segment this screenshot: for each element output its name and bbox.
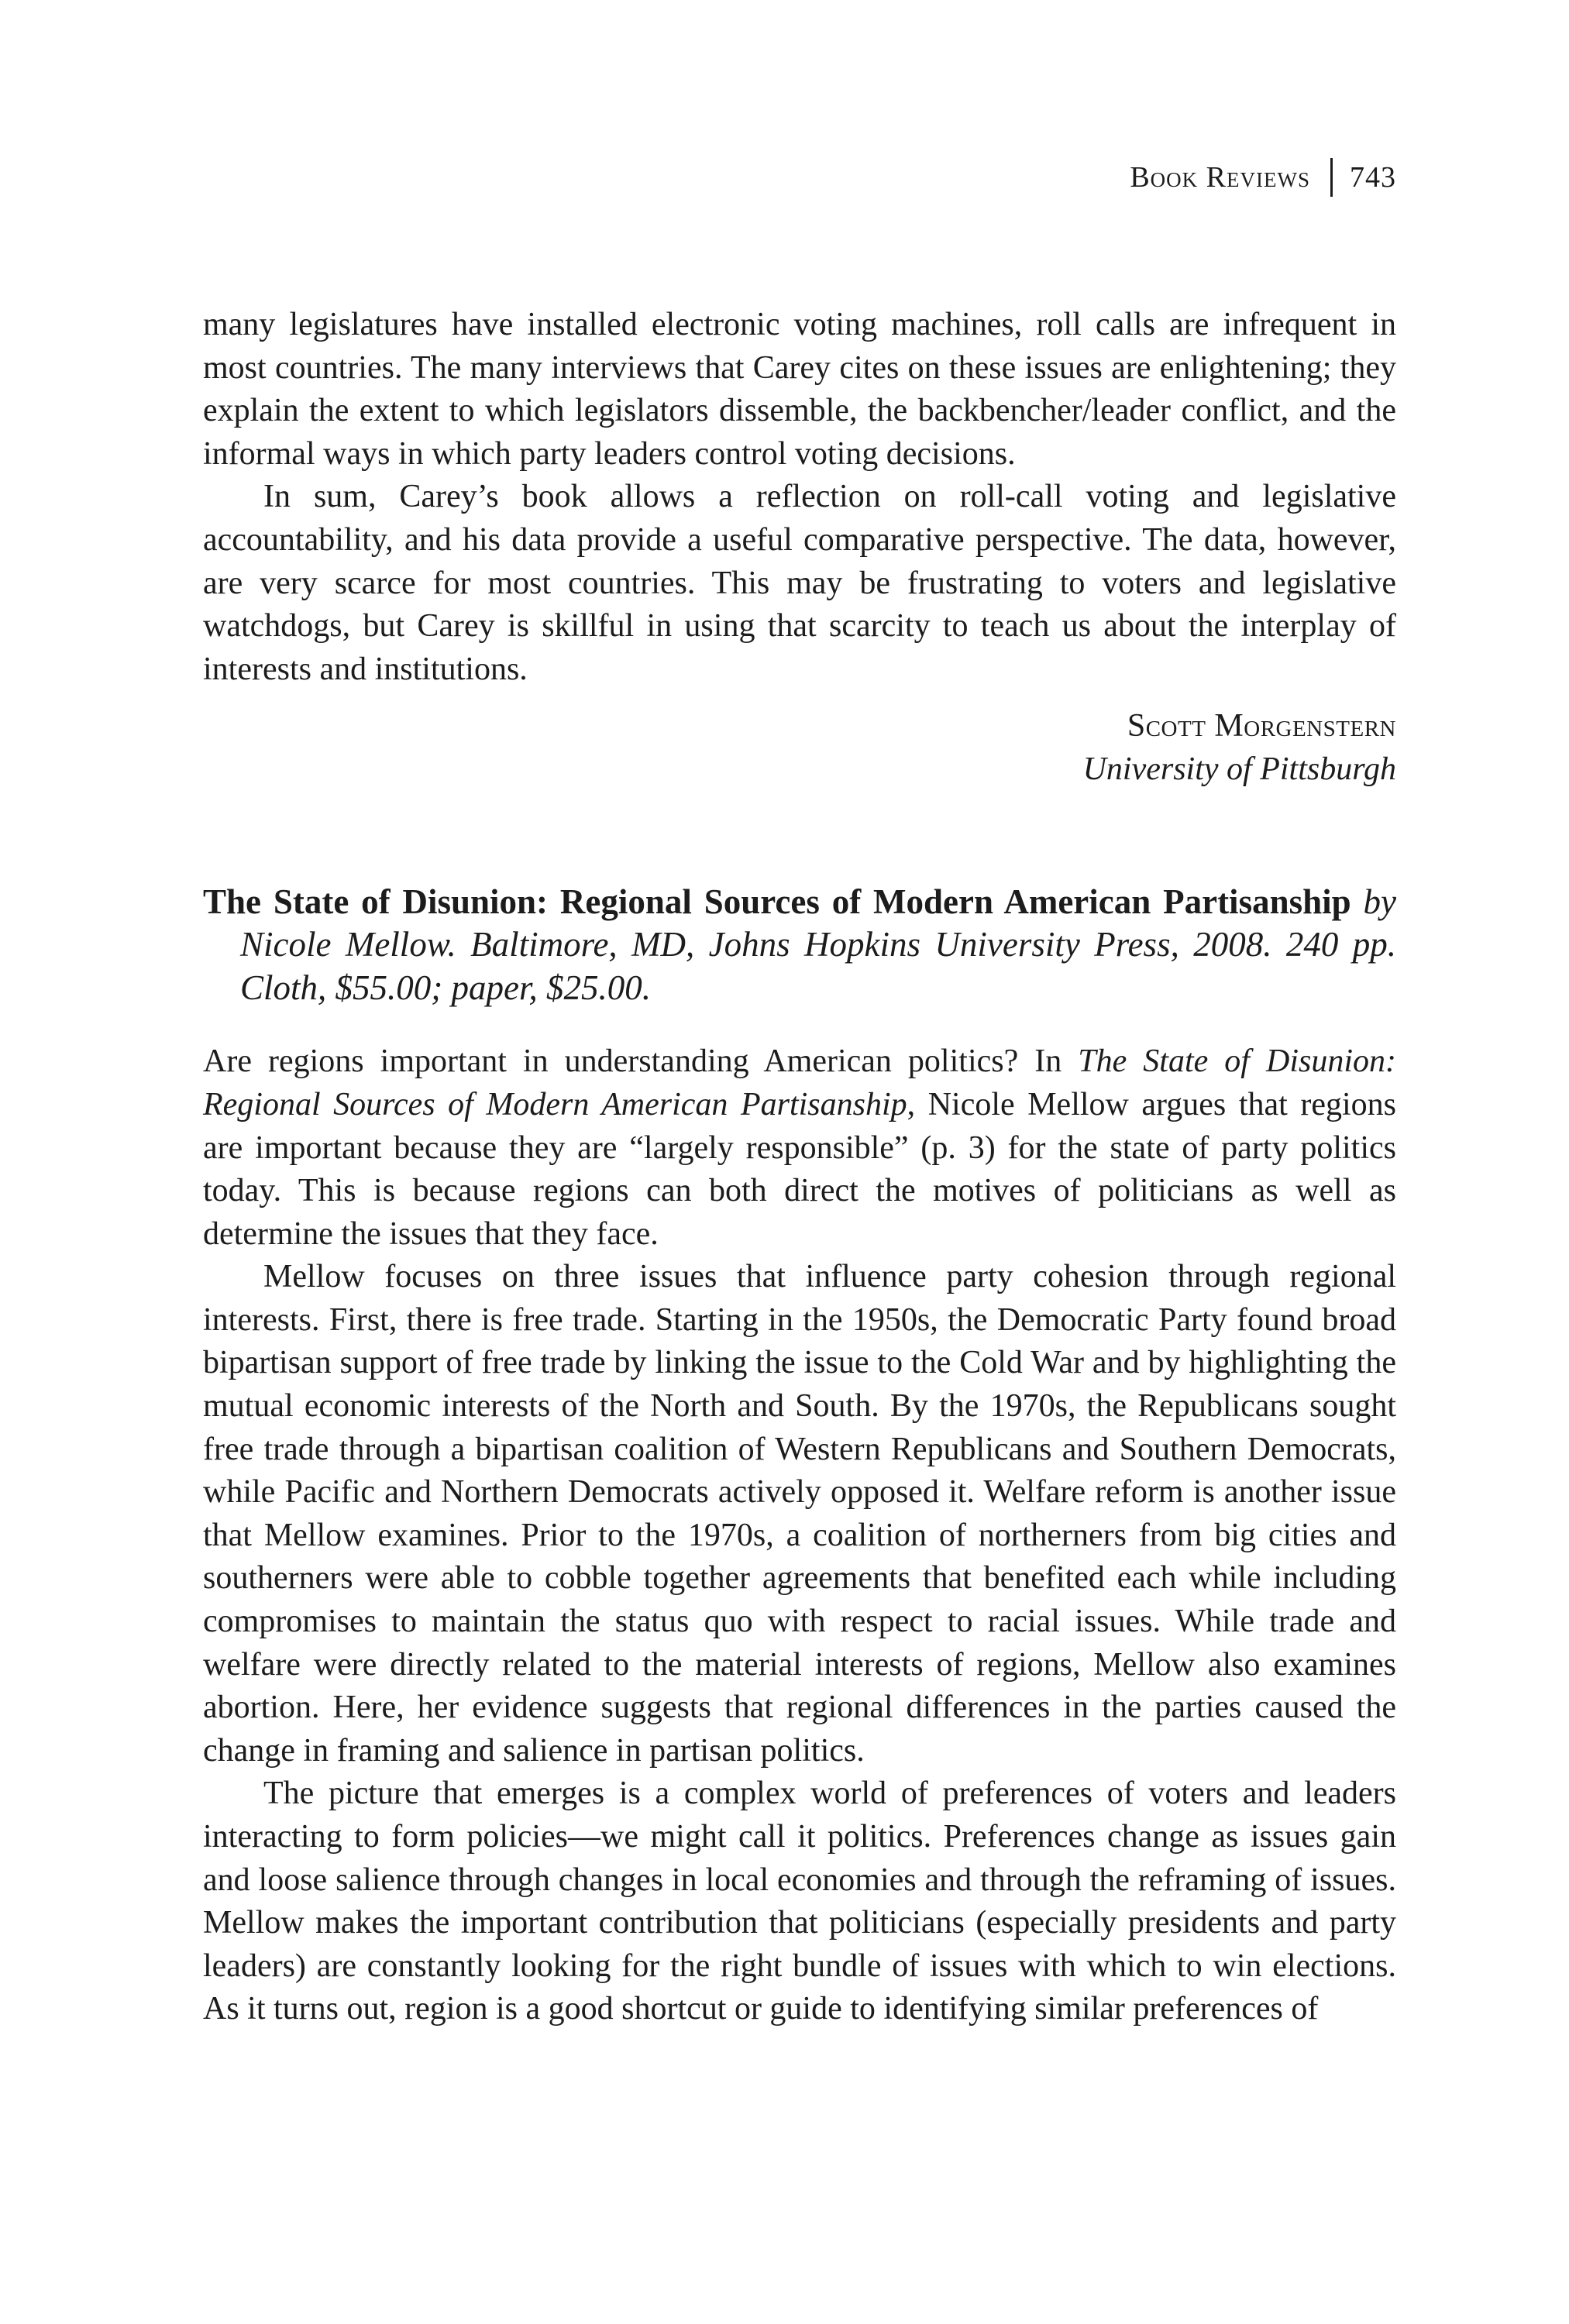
reviewer-affiliation: University of Pittsburgh (1082, 751, 1396, 787)
review-intro-paragraph (203, 1040, 1396, 1256)
running-head (1130, 158, 1396, 197)
previous-review-paragraph-2: In sum, Carey’s book allows a reflection on roll-call voting and legislative accountability, and his data provide a useful comparative perspective. The data, however, are very scarce for most countries. This may be frustrating to voters and legislative watchdogs, but Carey is skillful in using that scarcity to teach us about the interplay of interests and institutions. (203, 479, 1396, 687)
previous-review-paragraph-1: many legislatures have installed electronic voting machines, roll calls are infrequent in most countries. The many interviews that Carey cites on these issues are enlightening; they explain the extent to which legislators dissemble, the backbencher/leader conflict, and the informal ways in which party leaders control voting decisions. (203, 307, 1396, 472)
review-paragraph-2: Mellow focuses on three issues that influence party cohesion through regional interests. First, there is free trade. Starting in the 1950s, the Democratic Party found broad bipartisan support of free trade by linking the issue to the Cold War and by highlighting the mutual economic interests of the North and South. By the 1970s, the Republicans sought free trade through a bipartisan coalition of Western Republicans and Southern Democrats, while Pacific and Northern Democrats actively opposed it. Welfare reform is another issue that Mellow examines. Prior to the 1970s, a coalition of northerners from big cities and southerners were able to cobble together agreements that benefited each while including compromises to maintain the status quo with respect to racial issues. While trade and welfare were directly related to the material interests of regions, Mellow also examines abortion. Here, her evidence suggests that regional differences in the parties caused the change in framing and salience in partisan politics. (203, 1259, 1396, 1769)
publication-info: by Nicole Mellow. Baltimore, MD, Johns Hopkins University Press, 2008. 240 pp. Cloth, $55.00; paper, $25.00. (240, 882, 1396, 1007)
intro-text-after-title: , Nicole Mellow argues that regions are important because they are “largely responsible” (p. 3) for the state of party politics today. This is because regions can both direct the motives of politicians as well as determine the issues that they face. (203, 1086, 1396, 1252)
page-number: 743 (1350, 161, 1396, 194)
intro-text-before-title: Are regions important in understanding American politics? In (203, 1043, 1079, 1080)
page-body (203, 304, 1396, 2031)
reviewer-signature (203, 705, 1396, 791)
review-body (203, 1040, 1396, 2031)
running-head-divider (1330, 158, 1333, 197)
book-title: The State of Disunion: Regional Sources of Modern American Partisanship (203, 882, 1351, 921)
reviewer-name: Scott Morgenstern (1127, 708, 1396, 744)
review-paragraph-3: The picture that emerges is a complex world of preferences of voters and leaders interacting to form policies—we might call it politics. Preferences change as issues gain and loose salience through changes in local economies and through the reframing of issues. Mellow makes the important contribution that politicians (especially presidents and party leaders) are constantly looking for the right bundle of issues with which to win elections. As it turns out, region is a good shortcut or guide to identifying similar preferences of (203, 1776, 1396, 2027)
review-heading (203, 881, 1396, 1010)
intro-italic-book-title: The State of Disunion: Regional Sources of Modern American Partisanship (203, 1043, 1397, 1122)
running-head-section: Book Reviews (1130, 161, 1310, 194)
